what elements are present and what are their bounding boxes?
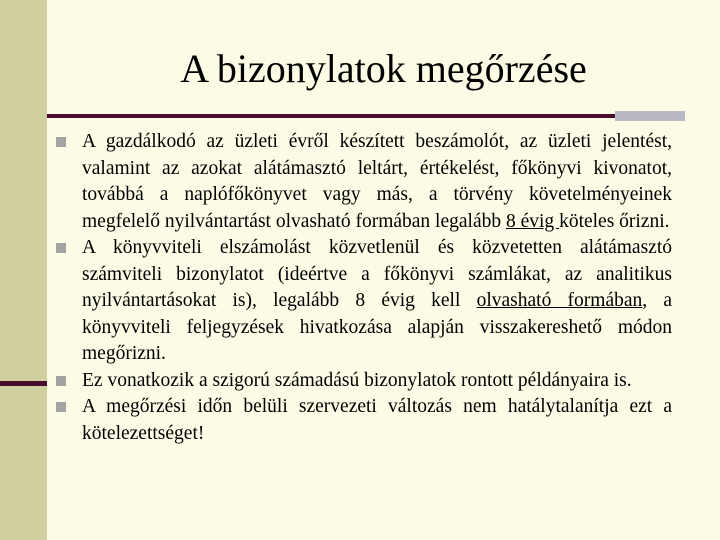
bullet-text-underlined: 8 évig <box>505 210 560 232</box>
bullet-text: A megőrzési időn belüli szervezeti változás nem hatálytalanítja ezt a kötelezettséget! <box>82 396 672 444</box>
title-divider <box>47 114 662 118</box>
bullet-item <box>56 394 672 447</box>
bullet-item <box>56 235 672 368</box>
square-bullet-icon <box>56 137 66 147</box>
bullet-text: köteles őrizni. <box>559 210 670 232</box>
bullet-text-underlined: olvasható formában <box>476 290 643 311</box>
sidebar-accent-line <box>0 381 47 386</box>
square-bullet-icon <box>56 402 66 412</box>
bullet-text: , a könyvviteli feljegyzések hivatkozása alapján visszakereshető módon megőrizni. <box>82 290 673 364</box>
bullet-text: Ez vonatkozik a szigorú számadású bizonylatok rontott példányaira is. <box>82 369 632 391</box>
bullet-item <box>56 368 672 395</box>
bullet-list <box>56 129 672 447</box>
bullet-item <box>56 129 672 235</box>
bullet-text: A gazdálkodó az üzleti évről készített beszámolót, az üzleti jelentést, valamint az azokat alátámasztó leltárt, értékelést, főkönyvi kivonatot, továbbá a naplófőkönyvet vagy más, a törvény követelményeinek megfelelő nyilvántartást olvasható formában legalább <box>82 131 672 232</box>
sidebar-decoration <box>0 0 47 540</box>
title-divider-accent <box>615 111 685 121</box>
square-bullet-icon <box>56 376 66 386</box>
slide-title: A bizonylatok megőrzése <box>180 46 587 91</box>
bullet-text: A könyvviteli elszámolást közvetlenül és közvetetten alátámasztó számviteli bizonylatot (ideértve a főkönyvi számlákat, az analitikus nyilvántartásokat is), legalább 8 évig kell <box>82 237 672 311</box>
square-bullet-icon <box>56 243 66 253</box>
